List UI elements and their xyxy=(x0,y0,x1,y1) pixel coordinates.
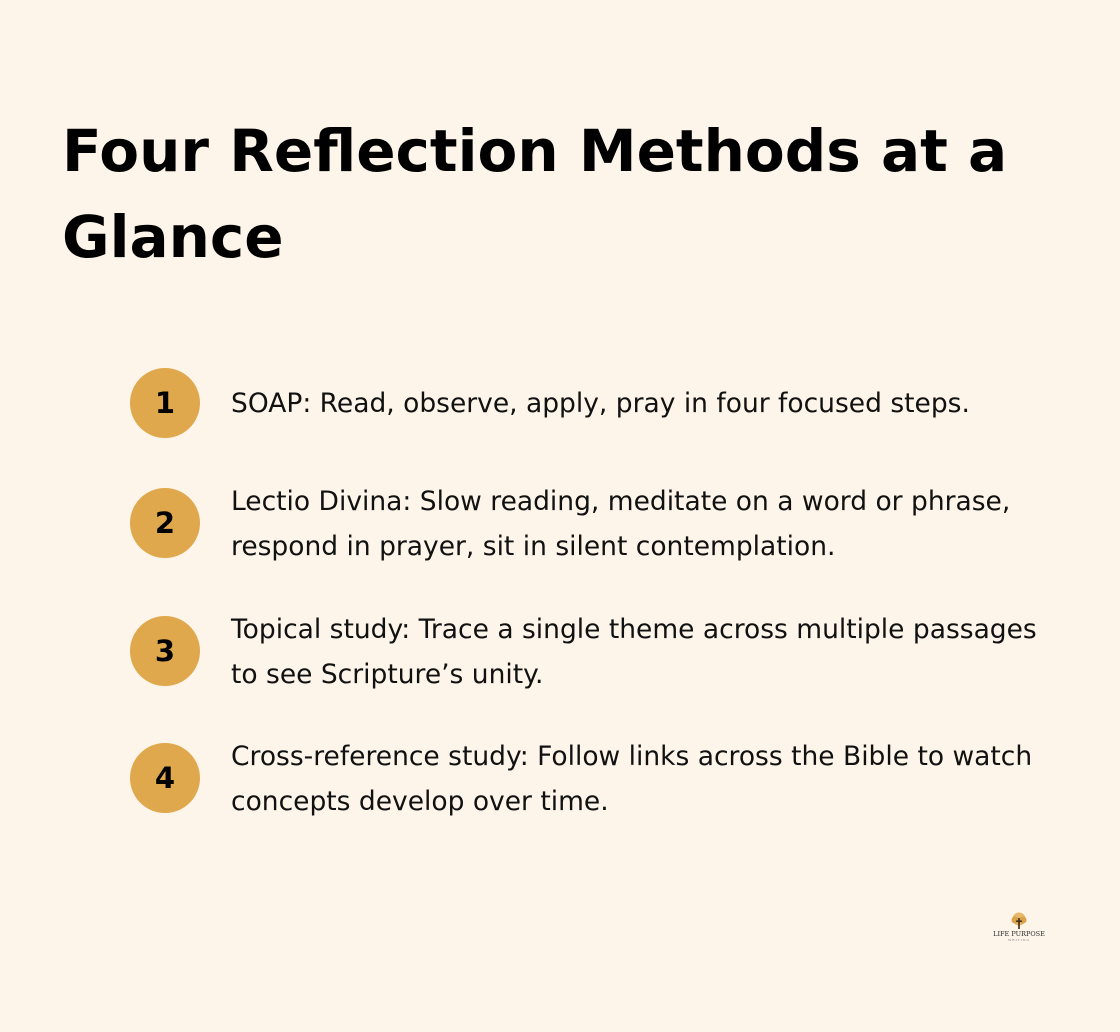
list-item-text: Cross-reference study: Follow links across the Bible to watch concepts develop over time. xyxy=(231,741,1033,817)
logo-subtitle: WRITING xyxy=(1008,938,1030,942)
number-badge: 2 xyxy=(130,488,200,558)
logo-name: LIFE PURPOSE xyxy=(993,930,1045,938)
list-item-text: SOAP: Read, observe, apply, pray in four focused steps. xyxy=(231,388,970,419)
page-title: Four Reflection Methods at a Glance xyxy=(62,117,1008,271)
number-badge: 3 xyxy=(130,616,200,686)
tree-cross-icon xyxy=(1009,912,1029,930)
list-item-text: Lectio Divina: Slow reading, meditate on a word or phrase, respond in prayer, sit in silent contemplation. xyxy=(231,486,1011,562)
brand-logo xyxy=(986,912,1052,946)
list-item-text: Topical study: Trace a single theme across multiple passages to see Scripture’s unity. xyxy=(231,614,1037,690)
number-badge: 4 xyxy=(130,743,200,813)
number-badge: 1 xyxy=(130,368,200,438)
